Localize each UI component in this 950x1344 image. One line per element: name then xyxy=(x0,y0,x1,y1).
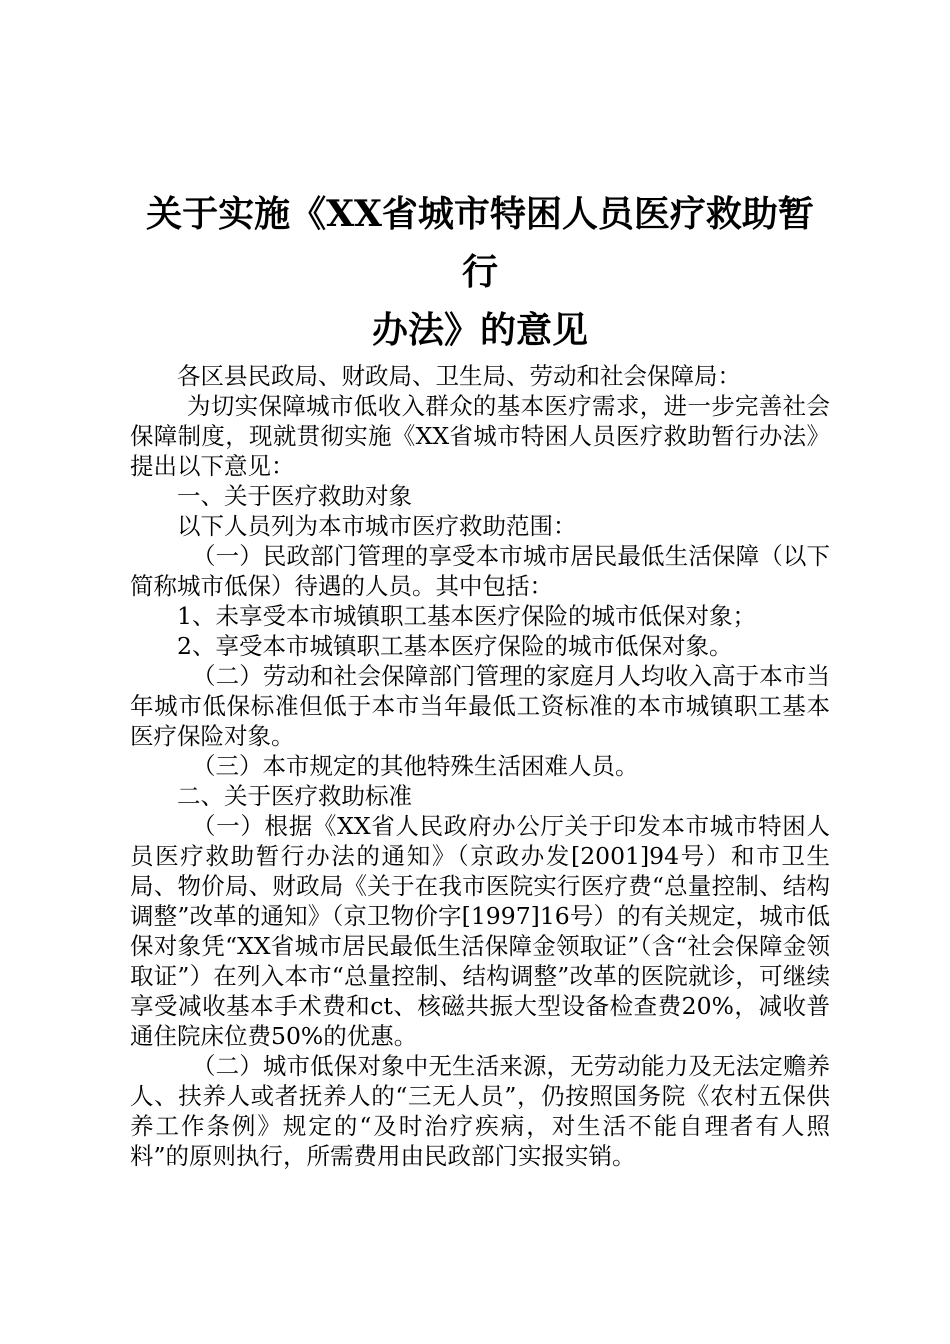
paragraph-subitem-1: 1、未享受本市城镇职工基本医疗保险的城市低保对象； xyxy=(177,602,756,630)
paragraph-item-3: （三）本市规定的其他特殊生活困难人员。 xyxy=(192,752,639,780)
document-body xyxy=(130,361,830,1171)
paragraph-intro: 为切实保障城市低收入群众的基本医疗需求，进一步完善社会保障制度，现就贯彻实施《XX省城市特困人员医疗救助暂行办法》提出以下意见： xyxy=(130,392,830,480)
paragraph-item-1: （一）民政部门管理的享受本市城市居民最低生活保障（以下简称城市低保）待遇的人员。其中包括： xyxy=(130,542,830,600)
title-line-1: 关于实施《XX省城市特困人员医疗救助暂行 xyxy=(146,193,814,293)
paragraph-item-2: （二）劳动和社会保障部门管理的家庭月人均收入高于本市当年城市低保标准但低于本市当年最低工资标准的本市城镇职工基本医疗保险对象。 xyxy=(130,662,830,750)
paragraph-standard-1: （一）根据《XX省人民政府办公厅关于印发本市城市特困人员医疗救助暂行办法的通知》（京政办发[2001]94号）和市卫生局、物价局、财政局《关于在我市医院实行医疗费“总量控制、结构调整”改革的通知》（京卫物价字[1997]16号）的有关规定，城市低保对象凭“XX省城市居民最低生活保障金领取证”（含“社会保障金领取证”）在列入本市“总量控制、结构调整”改革的医院就诊，可继续享受减收基本手术费和ct、核磁共振大型设备检查费20%，减收普通住院床位费50%的优惠。 xyxy=(130,812,830,1050)
title-line-2: 办法》的意见 xyxy=(371,309,588,351)
paragraph-scope: 以下人员列为本市城市医疗救助范围： xyxy=(177,512,577,540)
salutation: 各区县民政局、财政局、卫生局、劳动和社会保障局： xyxy=(177,362,741,390)
document-page xyxy=(130,185,830,1171)
section-heading-2: 二、关于医疗救助标准 xyxy=(177,782,412,810)
document-title xyxy=(130,185,830,359)
paragraph-subitem-2: 2、享受本市城镇职工基本医疗保险的城市低保对象。 xyxy=(177,632,733,660)
paragraph-standard-2: （二）城市低保对象中无生活来源，无劳动能力及无法定赡养人、扶养人或者抚养人的“三无人员”，仍按照国务院《农村五保供养工作条例》规定的“及时治疗疾病，对生活不能自理者有人照料”的原则执行，所需费用由民政部门实报实销。 xyxy=(130,1052,830,1170)
section-heading-1: 一、关于医疗救助对象 xyxy=(177,482,412,510)
